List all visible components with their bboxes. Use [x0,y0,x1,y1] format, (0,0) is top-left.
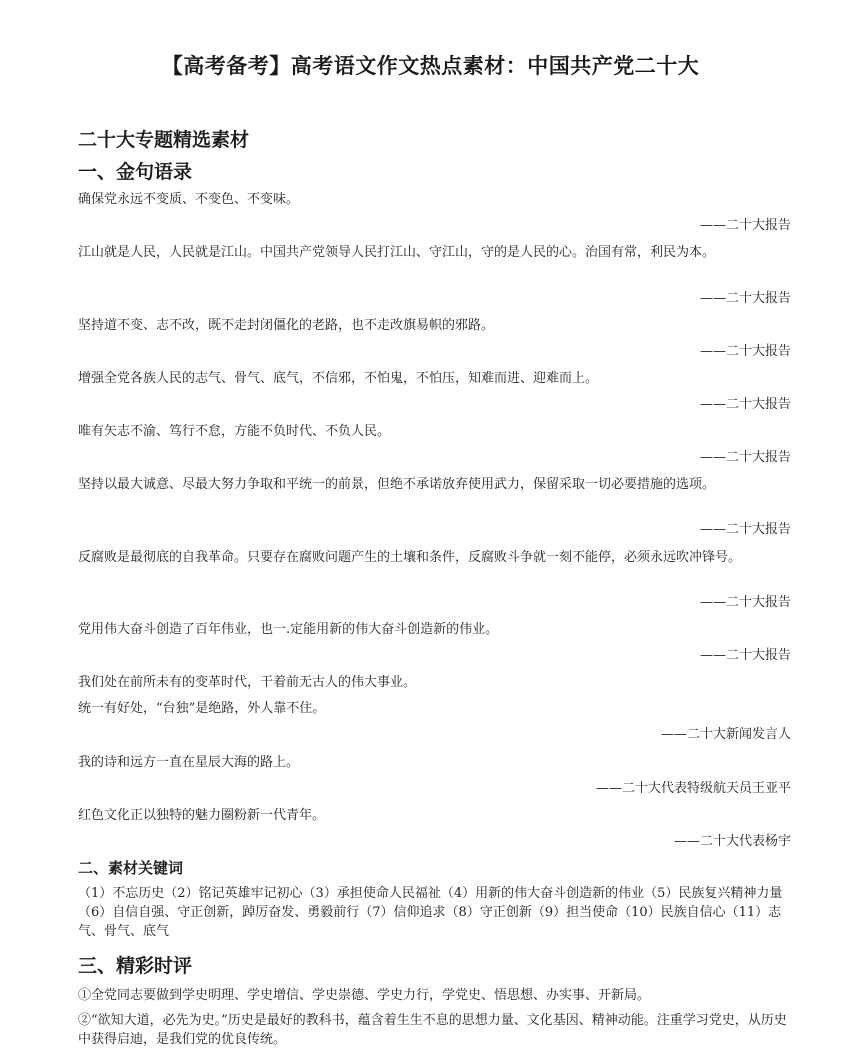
quote-text: 唯有矢志不渝、笃行不怠，方能不负时代、不负人民。 [78,424,391,439]
quote-source: ——二十大报告 [699,397,791,412]
quote-source: ——二十大报告 [699,648,791,663]
section-title: 二十大专题精选素材 [78,129,250,151]
quote-text: 确保党永远不变质、不变色、不变味。 [78,192,300,207]
quote-text: 反腐败是最彻底的自我革命。只要存在腐败问题产生的土壤和条件，反腐败斗争就一刻不能停，必须永远吹冲锋号。 [78,550,742,565]
quote-text: 坚持以最大诚意、尽最大努力争取和平统一的前景，但绝不承诺放弃使用武力，保留采取一切必要措施的选项。 [78,477,716,492]
quote-source: ——二十大报告 [699,595,791,610]
quote-text: 我的诗和远方一直在星辰大海的路上。 [78,755,300,770]
document-title: 【高考备考】高考语文作文热点素材：中国共产党二十大 [161,53,700,78]
quote-source: ——二十大报告 [699,344,791,359]
quote-source: ——二十大代表特级航天员王亚平 [595,781,791,796]
quote-text: 党用伟大奋斗创造了百年伟业，也一.定能用新的伟大奋斗创造新的伟业。 [78,622,499,637]
quote-source: ——二十大报告 [699,450,791,465]
part1-heading: 一、金句语录 [78,161,193,183]
quote-source: ——二十大代表杨宇 [673,834,791,849]
quote-source: ——二十大报告 [699,522,791,537]
quote-source: ——二十大新闻发言人 [660,727,791,742]
part2-heading: 二、素材关键词 [78,859,184,877]
quote-text: 增强全党各族人民的志气、骨气、底气，不信邪，不怕鬼，不怕压，知难而进、迎难而上。 [78,371,599,386]
quote-text: 江山就是人民，人民就是江山。中国共产党领导人民打江山、守江山，守的是人民的心。治国有常，利民为本。 [78,245,716,260]
quote-text: 我们处在前所未有的变革时代，干着前无古人的伟大事业。 [78,675,417,690]
commentary-item: ①全党同志要做到学史明理、学史增信、学史崇德、学史力行，学党史、悟思想、办实事、开新局。 [78,988,651,1003]
quote-source: ——二十大报告 [699,218,791,233]
quote-text: 红色文化正以独特的魅力圈粉新一代青年。 [78,808,326,823]
quote-source: ——二十大报告 [699,291,791,306]
part3-heading: 三、精彩时评 [78,955,193,977]
commentary-item: ②“欲知大道，必先为史。”历史是最好的教科书，蕴含着生生不息的思想力量、文化基因、精神动能。注重学习党史，从历史中获得启迪，是我们党的优良传统。 [78,1013,787,1047]
keywords-text: （1）不忘历史（2）铭记英雄牢记初心（3）承担使命人民福祉（4）用新的伟大奋斗创造新的伟业（5）民族复兴精神力量（6）自信自强、守正创新，踔厉奋发、勇毅前行（7）信仰追求（8）守正创新（9）担当使命（10）民族自信心（11）志气、骨气、底气 [78,886,783,939]
quote-text: 统一有好处，“台独”是绝路，外人靠不住。 [78,701,326,716]
quote-text: 坚持道不变、志不改，既不走封闭僵化的老路，也不走改旗易帜的邪路。 [78,318,495,333]
